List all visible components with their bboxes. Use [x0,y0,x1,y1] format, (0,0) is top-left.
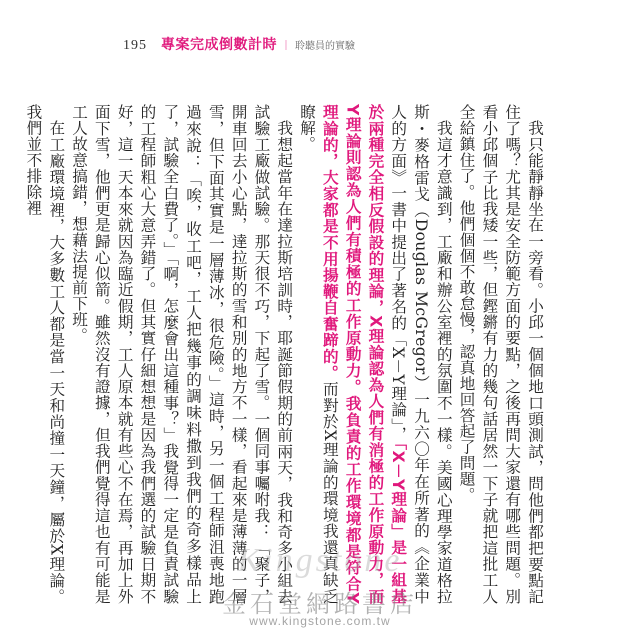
paragraph-2 [295,104,455,604]
paragraph-2-intro: 我這才意識到，工廠和辦公室裡的氛圍不一樣。美國心理學家道格拉斯・麥格雷戈（Douglas McGregor）一九六〇年在所著的《企業中人的方面》一書中提出了著名的「X－Y理論」， [389,104,453,604]
book-title: 專案完成倒數計時 [161,37,277,53]
watermark-site-name: 金石堂網路書店 [222,590,418,618]
paragraph-3: 我想起當年在達拉斯培訓時，耶誕節假期的前兩天，我和奇多小組去試驗工廠做試驗。那天很不巧，下起了雪。一個同事囑咐我：「聚子，開車回去小心點，達拉斯的雪和別的地方不一樣，看起來是薄薄的一層雪，但下面其實是一層薄冰，很危險。」這時，另一個工程師沮喪地跑過來說：「唉，收工吧，工人把幾事的調味料撒到我們的奇多樣品上了，試驗全白費了。」「啊，怎麼會出這種事？」我覺得一定是負責試驗的工程師粗心大意弄錯了。但其實仔細想想是因為我們選的試驗日期不好，這一天本來就因為臨近假期，工人原本就有些心不在焉，再加上外面下雪，他們更是歸心似箭。雖然沒有證據，但我們覺得這也有可能是工人故意搞錯，想藉法提前下班。 [70,104,294,604]
highlighted-definition: 「X－Y理論」是一組基於兩種完全相反假設的理論，X理論認為人們有消極的工作原動力，而Y理論則認為人們有積極的工作原動力。我負責的工作環境都是符合Y理論的，大家都是不用揚鞭自奮蹄的。 [320,104,408,604]
page-body [24,104,546,604]
page-header [123,34,355,54]
header-separator: ｜ [281,41,291,52]
chapter-title: 聆聽員的實驗 [295,41,355,52]
watermark-url: www.kingstone.com.tw [249,614,391,628]
page-number: 195 [123,38,147,53]
watermark-logo: Kingstone [237,542,403,579]
paragraph-1: 我只能靜靜坐在一旁看。小邱一個個地口頭測試，問他們都把要點記住了嗎？尤其是安全防範方面的要點，之後再問大家還有哪些問題。別看小邱個子比我矮一些，但鏗鏘有力的幾句話居然一下子就把這批工人全給鎮住了。他們個個不敢怠慢，認真地回答起了問題。 [457,104,544,604]
paragraph-4: 在工廠環境裡，大多數工人都是當一天和尚撞一天鐘，屬於X理論。我們並不排除裡 [24,104,66,604]
paragraph-2-outro: 而對於X理論的環境我還真缺乏瞭解。 [298,104,339,604]
